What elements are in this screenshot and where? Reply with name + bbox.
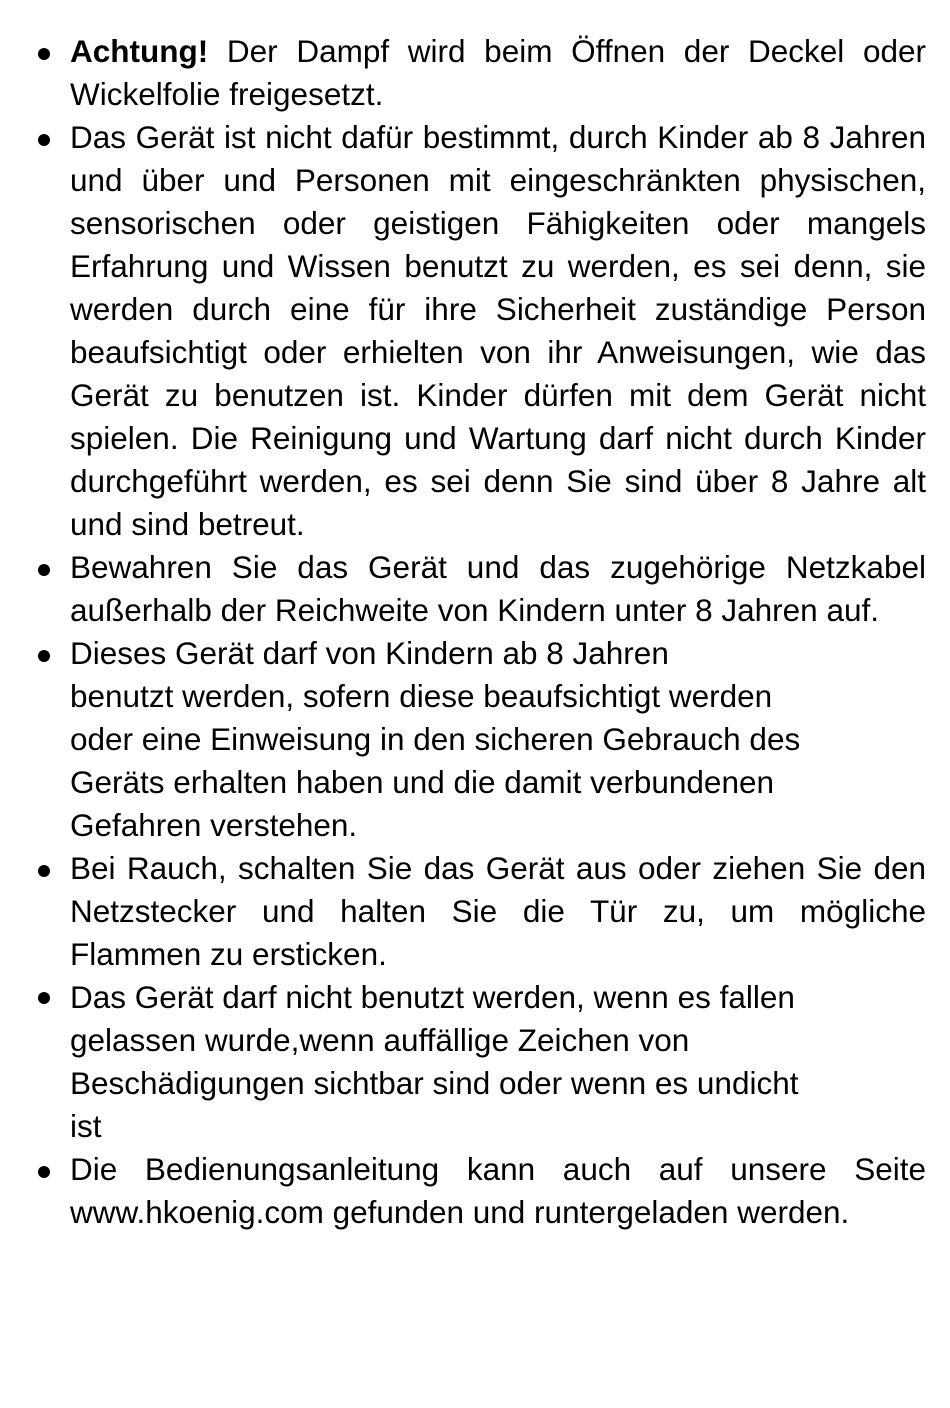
- bullet-icon: [38, 992, 50, 1004]
- list-item-line: Das Gerät darf nicht benutzt werden, wenn es fallen: [70, 979, 795, 1015]
- list-item-damage: [36, 976, 926, 1148]
- list-item-supervision: [36, 632, 926, 847]
- list-item-line: Dieses Gerät darf von Kindern ab 8 Jahren: [70, 635, 669, 671]
- bullet-icon: [38, 1166, 50, 1178]
- list-item-line: gelassen wurde,wenn auffällige Zeichen von: [70, 1022, 690, 1058]
- bullet-icon: [38, 865, 50, 877]
- list-item-manual-download: [36, 1148, 926, 1234]
- safety-warning-list: [36, 30, 926, 1234]
- bullet-icon: [38, 134, 50, 146]
- list-item-children-usage: [36, 116, 926, 546]
- list-item-line: Beschädigungen sichtbar sind oder wenn es undicht: [70, 1065, 799, 1101]
- list-item-text: Das Gerät ist nicht dafür bestimmt, durch Kinder ab 8 Jahren und über und Personen mit eingeschränkten physischen, sensorischen oder geistigen Fähigkeiten oder mangels Erfahrung und Wissen benutzt zu werden, es sei denn, sie werden durch eine für ihre Sicherheit zuständige Person beaufsichtigt oder erhielten von ihr Anweisungen, wie das Gerät zu benutzen ist. Kinder dürfen mit dem Gerät nicht spielen. Die Reinigung und Wartung darf nicht durch Kinder durchgeführt werden, es sei denn Sie sind über 8 Jahre alt und sind betreut.: [70, 119, 926, 542]
- bullet-icon: [38, 48, 50, 60]
- list-item-smoke: [36, 847, 926, 976]
- list-item-text: Bewahren Sie das Gerät und das zugehörige Netzkabel außerhalb der Reichweite von Kindern unter 8 Jahren auf.: [70, 549, 926, 628]
- list-item-line: Geräts erhalten haben und die damit verbundenen: [70, 764, 774, 800]
- list-item-line: ist: [70, 1108, 102, 1144]
- bullet-icon: [38, 564, 50, 576]
- bullet-icon: [38, 650, 50, 662]
- list-item-text: Der Dampf wird beim Öffnen der Deckel oder Wickelfolie freigesetzt.: [70, 33, 926, 112]
- list-item-line: Gefahren verstehen.: [70, 807, 358, 843]
- list-item-storage: [36, 546, 926, 632]
- list-item-line: oder eine Einweisung in den sicheren Gebrauch des: [70, 721, 801, 757]
- list-item-line: benutzt werden, sofern diese beaufsichtigt werden: [70, 678, 773, 714]
- list-item-text: Die Bedienungsanleitung kann auch auf unsere Seite www.hkoenig.com gefunden und runtergeladen werden.: [70, 1151, 926, 1230]
- list-item-text: Bei Rauch, schalten Sie das Gerät aus oder ziehen Sie den Netzstecker und halten Sie die Tür zu, um mögliche Flammen zu ersticken.: [70, 850, 926, 972]
- list-item-steam-warning: [36, 30, 926, 116]
- warning-lead: Achtung!: [70, 33, 209, 69]
